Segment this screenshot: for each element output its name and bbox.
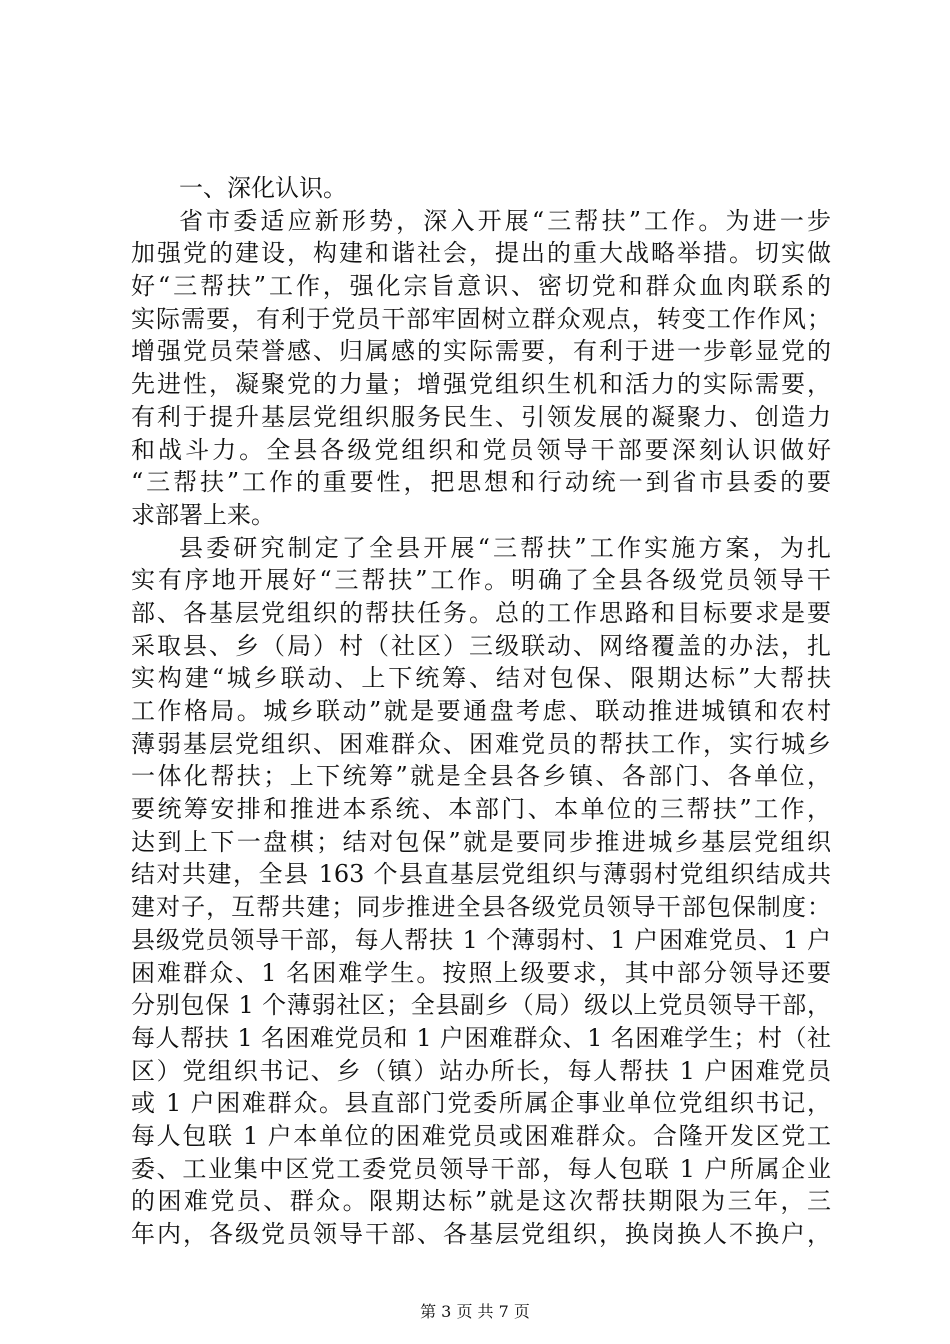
text-line: 实有序地开展好“三帮扶”工作。明确了全县各级党员领导干 <box>131 566 831 595</box>
text-line: 省市委适应新形势，深入开展“三帮扶”工作。为进一步 <box>179 206 831 235</box>
text-line: 困难群众、1 名困难学生。按照上级要求，其中部分领导还要 <box>131 958 831 987</box>
text-line: 县委研究制定了全县开展“三帮扶”工作实施方案，为扎 <box>179 533 831 562</box>
text-line: 有利于提升基层党组织服务民生、引领发展的凝聚力、创造力 <box>131 402 831 431</box>
text-line: 好“三帮扶”工作，强化宗旨意识、密切党和群众血肉联系的 <box>131 272 831 301</box>
text-line: “三帮扶”工作的重要性，把思想和行动统一到省市县委的要 <box>131 468 831 497</box>
text-line: 采取县、乡（局）村（社区）三级联动、网络覆盖的办法，扎 <box>131 631 831 660</box>
text-line: 每人包联 1 户本单位的困难党员或困难群众。合隆开发区党工 <box>131 1121 831 1150</box>
text-line: 结对共建，全县 163 个县直基层党组织与薄弱村党组织结成共 <box>131 860 831 889</box>
text-line: 薄弱基层党组织、困难群众、困难党员的帮扶工作，实行城乡 <box>131 729 831 758</box>
text-line: 加强党的建设，构建和谐社会，提出的重大战略举措。切实做 <box>131 239 831 268</box>
text-line: 实际需要，有利于党员干部牢固树立群众观点，转变工作作风； <box>131 304 831 333</box>
text-line: 的困难党员、群众。限期达标”就是这次帮扶期限为三年，三 <box>131 1187 831 1216</box>
text-line: 实构建“城乡联动、上下统筹、结对包保、限期达标”大帮扶 <box>131 664 831 693</box>
text-line: 求部署上来。 <box>131 500 275 529</box>
text-line: 委、工业集中区党工委党员领导干部，每人包联 1 户所属企业 <box>131 1154 831 1183</box>
text-line: 工作格局。城乡联动”就是要通盘考虑、联动推进城镇和农村 <box>131 697 831 725</box>
text-line: 县级党员领导干部，每人帮扶 1 个薄弱村、1 户困难党员、1 户 <box>131 925 831 954</box>
text-line: 达到上下一盘棋；结对包保”就是要同步推进城乡基层党组织 <box>131 827 831 856</box>
document-body <box>131 172 831 1251</box>
text-line: 先进性，凝聚党的力量；增强党组织生机和活力的实际需要， <box>131 370 831 399</box>
text-line: 增强党员荣誉感、归属感的实际需要，有利于进一步彰显党的 <box>131 337 831 366</box>
page-footer: 第 3 页 共 7 页 <box>420 1302 530 1321</box>
text-line: 或 1 户困难群众。县直部门党委所属企事业单位党组织书记， <box>131 1089 831 1118</box>
text-line: 和战斗力。全县各级党组织和党员领导干部要深刻认识做好 <box>131 435 831 464</box>
text-line: 区）党组织书记、乡（镇）站办所长，每人帮扶 1 户困难党员 <box>131 1056 831 1085</box>
text-line: 一、深化认识。 <box>179 174 347 202</box>
text-line: 分别包保 1 个薄弱社区；全县副乡（局）级以上党员领导干部， <box>131 991 831 1020</box>
text-line: 要统筹安排和推进本系统、本部门、本单位的三帮扶”工作， <box>131 795 831 824</box>
text-line: 每人帮扶 1 名困难党员和 1 户困难群众、1 名困难学生；村（社 <box>131 1023 831 1052</box>
text-line: 一体化帮扶；上下统筹”就是全县各乡镇、各部门、各单位， <box>131 762 831 791</box>
text-line: 年内，各级党员领导干部、各基层党组织，换岗换人不换户， <box>131 1220 831 1248</box>
text-line: 部、各基层党组织的帮扶任务。总的工作思路和目标要求是要 <box>131 598 831 627</box>
text-line: 建对子，互帮共建；同步推进全县各级党员领导干部包保制度： <box>131 893 831 922</box>
